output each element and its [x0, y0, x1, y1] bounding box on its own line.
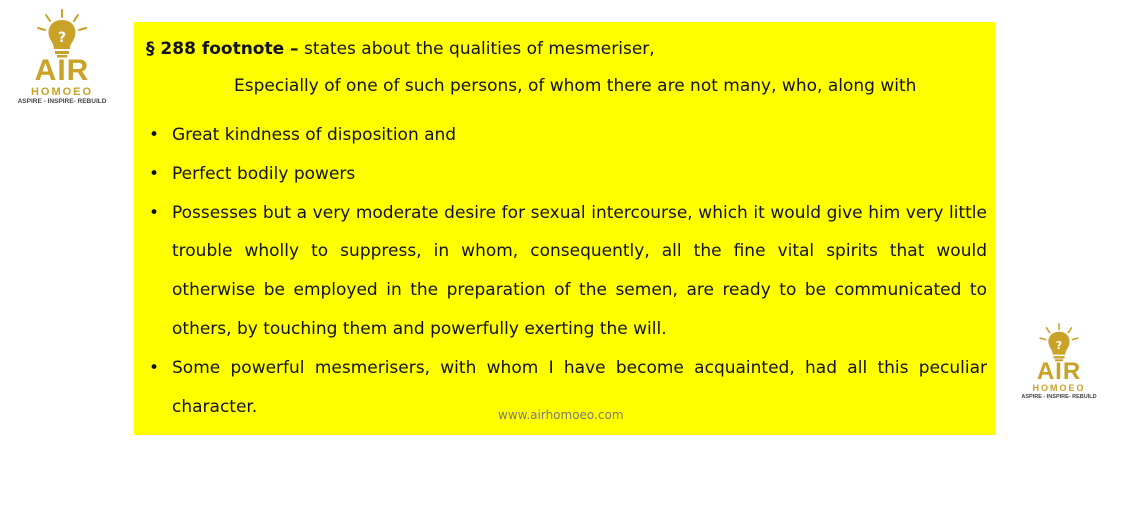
brand-subtitle: HOMOEO [30, 86, 94, 98]
brand-logo-secondary [1014, 322, 1104, 400]
slide-heading [146, 36, 987, 76]
bullet-icon: • [149, 163, 160, 184]
heading-text: states about the qualities of mesmeriser, [298, 39, 655, 59]
brand-tagline: ASPIRE - INSPIRE- REBUILD [17, 98, 107, 106]
brand-name: AIR [1036, 358, 1082, 385]
list-item-text: Some powerful mesmerisers, with whom I have become acquainted, had all this peculiar character. [172, 357, 987, 417]
lightbulb-head-icon [34, 8, 90, 58]
list-item [146, 155, 987, 194]
lightbulb-head-icon [1037, 322, 1081, 362]
list-item-text: Possesses but a very moderate desire for sexual intercourse, which it would give him very little trouble wholly to suppress, in whom, consequently, all the fine vital spirits that would otherwise be employed in the preparation of the semen, are ready to be communicated to others, by touching them and powerfully exerting the will. [172, 202, 987, 339]
content-panel [134, 22, 995, 435]
bullet-icon: • [149, 357, 160, 378]
bullet-icon: • [149, 202, 160, 223]
bullet-icon: • [149, 125, 160, 145]
list-item [146, 194, 987, 349]
heading-bold: § 288 footnote – [146, 39, 299, 59]
bullet-list [146, 116, 987, 426]
brand-logo [4, 8, 120, 106]
website-url: www.airhomoeo.com [498, 408, 624, 422]
list-item-text: Perfect bodily powers [172, 163, 356, 184]
list-item-text: Great kindness of disposition and [172, 125, 457, 145]
brand-subtitle: HOMOEO [1032, 383, 1086, 393]
svg-text:?: ? [57, 30, 67, 46]
svg-text:?: ? [1055, 339, 1063, 353]
lead-text: Especially of one of such persons, of whom there are not many, who, along with [234, 76, 917, 96]
list-item [146, 116, 987, 155]
brand-tagline: ASPIRE - INSPIRE- REBUILD [1021, 393, 1097, 400]
brand-name: AIR [34, 54, 90, 87]
